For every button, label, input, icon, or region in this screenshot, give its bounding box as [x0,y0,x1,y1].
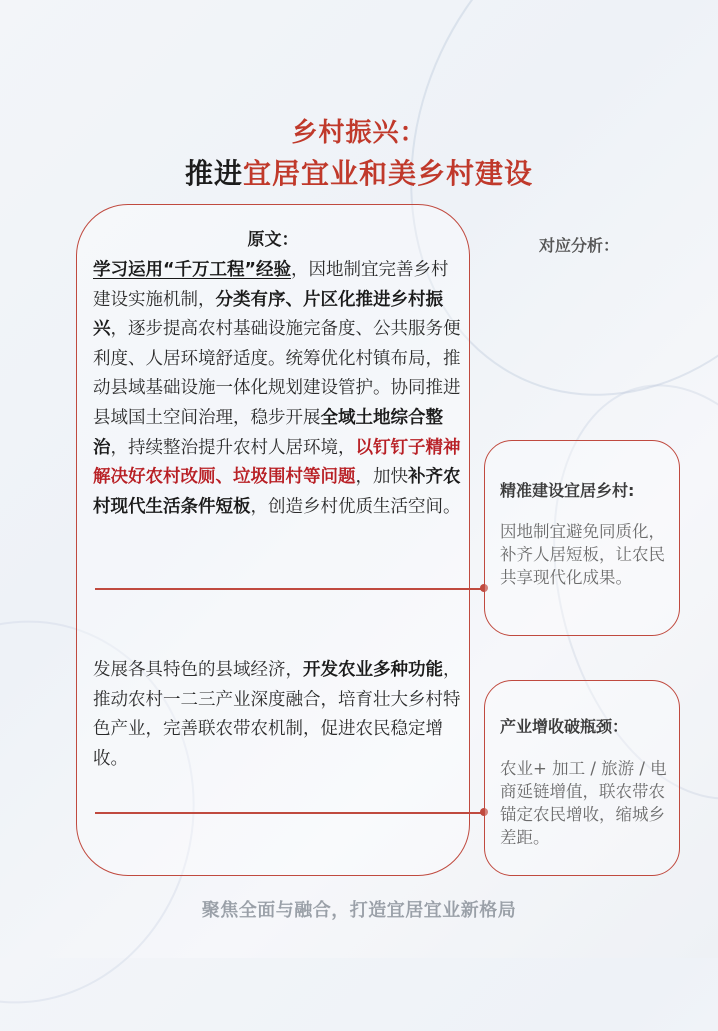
connector-line [95,812,483,814]
connector-line [95,588,483,590]
text-segment: ，加快 [355,467,408,488]
text-segment: ，推动农村一二三产业深度融合，培育壮大乡村特色产业，完善联农带农机制，促进农民稳定增收。 [93,660,461,769]
text-segment: ，持续整治提升农村人居环境， [110,437,356,458]
text-segment: 分类有序、片区化推进乡村振兴 [93,289,443,340]
text-segment: ，创造乡村优质生活空间。 [250,496,461,517]
original-paragraph-2 [93,656,465,774]
text-segment: 开发农业多种功能 [303,660,443,680]
title-line-1: 乡村振兴： [291,118,427,148]
original-paragraph-1 [93,256,465,522]
analysis-card-2-title: 产业增收破瓶颈： [500,717,629,736]
text-segment: 发展各具特色的县域经济， [93,660,303,680]
text-segment: 全域土地综合整治 [93,407,443,458]
analysis-label: 对应分析： [539,236,620,255]
text-segment: 补齐农村现代生活条件短板 [93,467,461,517]
title-prefix: 推进 [184,157,243,190]
title-highlight: 宜居宜业和美乡村建设 [243,157,534,190]
text-segment: 学习运用“千万工程”经验 [93,260,292,280]
analysis-card-2-text: 农业+ 加工 / 旅游 / 电商延链增值，联农带农锚定农民增收，缩城乡差距。 [500,759,667,847]
text-segment: ，逐步提高农村基础设施完备度、公共服务便利度、人居环境舒适度。统筹优化村镇布局，推动县域基础设施一体化规划建设管护。协同推进县域国土空间治理，稳步开展 [93,319,461,428]
text-segment: 以钉钉子精神解决好农村改厕、垃圾围村等问题 [93,437,461,488]
analysis-card-1-title: 精准建设宜居乡村: [500,481,635,500]
footer-slogan: 聚焦全面与融合，打造宜居宜业新格局 [201,900,517,921]
text-segment: ，因地制宜完善乡村建设实施机制， [93,260,449,310]
title-line-2 [0,152,718,192]
original-heading: 原文： [247,230,299,250]
analysis-card-1-text: 因地制宜避免同质化，补齐人居短板，让农民共享现代化成果。 [500,522,665,587]
